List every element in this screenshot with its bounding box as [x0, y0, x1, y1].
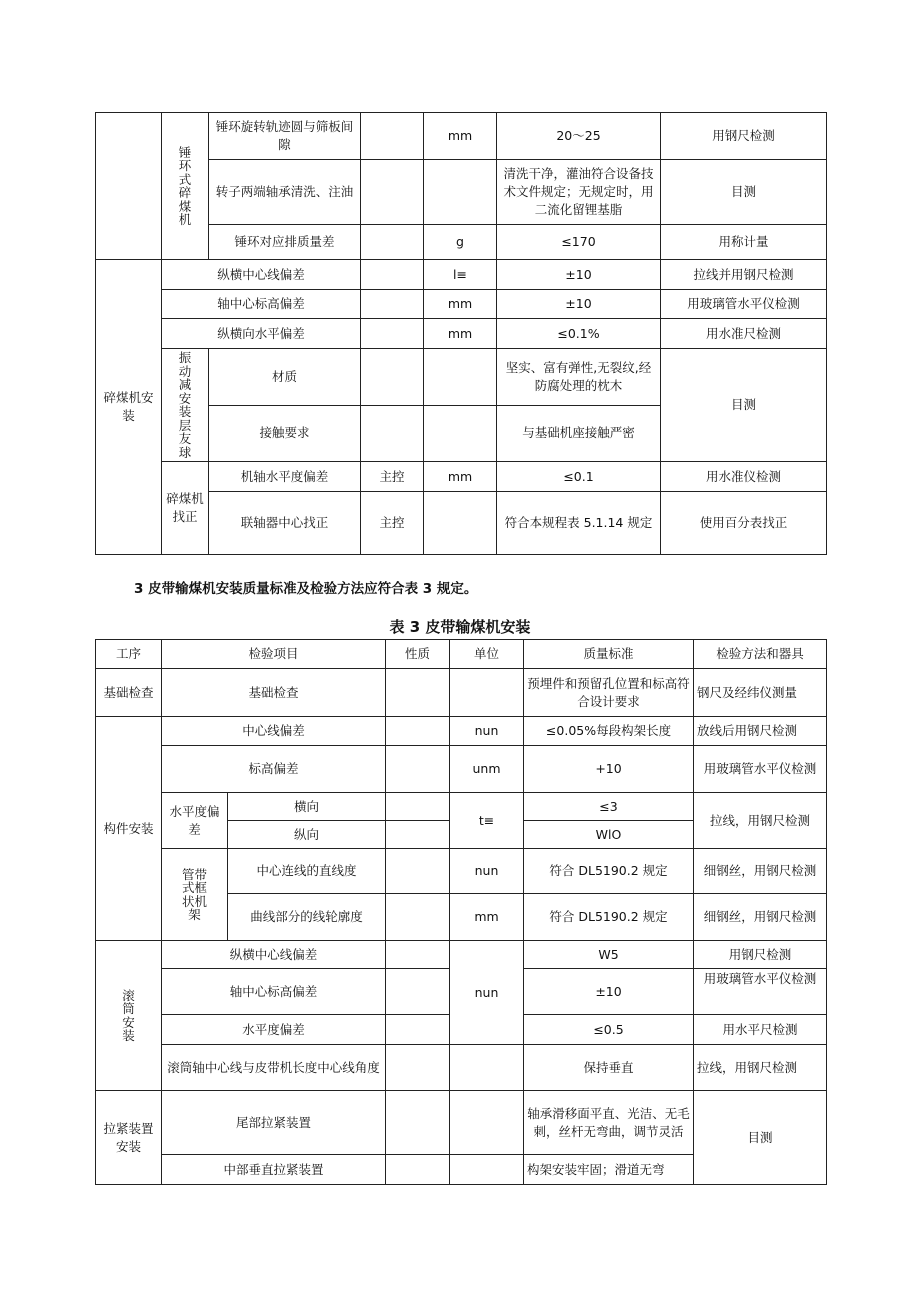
- section-paragraph: 3 皮带输煤机安装质量标准及检验方法应符合表 3 规定。: [134, 581, 478, 597]
- group-label: 锤环式碎煤机: [178, 144, 192, 227]
- item-cell: 中心线偏差: [162, 717, 386, 746]
- item-cell: 材质: [209, 349, 361, 406]
- unit-cell: [424, 349, 497, 406]
- process-tension: 拉紧装置安装: [96, 1091, 162, 1185]
- table-row: [96, 349, 827, 406]
- standard-cell: 清洗干净，灌油符合设备技术文件规定；无规定时，用二流化留锂基脂: [497, 160, 661, 225]
- standard-cell: W5: [524, 941, 694, 969]
- table-caption: 表 3 皮带输煤机安装: [389, 618, 531, 636]
- unit-cell: nun: [450, 717, 524, 746]
- header-unit: 单位: [450, 640, 524, 669]
- nature-cell: [386, 1091, 450, 1155]
- standard-cell: 符合本规程表 5.1.14 规定: [497, 492, 661, 555]
- method-cell: 拉线，用钢尺检测: [694, 793, 827, 849]
- item-cell: 锤环旋转轨迹圆与筛板间隙: [209, 113, 361, 160]
- method-cell: 用玻璃管水平仪检测: [694, 969, 827, 1015]
- method-cell: 用玻璃管水平仪检测: [661, 290, 827, 319]
- standard-cell: 20～25: [497, 113, 661, 160]
- standard-cell: ≤0.1: [497, 462, 661, 492]
- table-row: [96, 113, 827, 160]
- method-cell: 使用百分表找正: [661, 492, 827, 555]
- table-row: [96, 746, 827, 793]
- item-cell: 滚筒轴中心线与皮带机长度中心线角度: [162, 1045, 386, 1091]
- item-cell: 标高偏差: [162, 746, 386, 793]
- unit-cell: mm: [450, 894, 524, 941]
- process-foundation: 基础检查: [96, 669, 162, 717]
- item-cell: 轴中心标高偏差: [162, 969, 386, 1015]
- method-cell: 目测: [694, 1091, 827, 1185]
- table-row: [96, 849, 827, 894]
- unit-cell: mm: [424, 113, 497, 160]
- table-row: [96, 462, 827, 492]
- standard-cell: 符合 DL5190.2 规定: [524, 894, 694, 941]
- item-cell: 基础检查: [162, 669, 386, 717]
- item-cell: 联轴器中心找正: [209, 492, 361, 555]
- method-cell: 用钢尺检测: [661, 113, 827, 160]
- nature-cell: [361, 405, 424, 462]
- table-cell-empty: [96, 113, 162, 260]
- standard-cell: ≤3: [524, 793, 694, 821]
- nature-cell: [386, 1155, 450, 1185]
- unit-cell: unm: [450, 746, 524, 793]
- method-cell: 用钢尺检测: [694, 941, 827, 969]
- hammer-crusher-group: [162, 113, 209, 260]
- item-cell: 轴中心标高偏差: [162, 290, 361, 319]
- standard-cell: 预埋件和预留孔位置和标高符合设计要求: [524, 669, 694, 717]
- standard-cell: 符合 DL5190.2 规定: [524, 849, 694, 894]
- nature-cell: [386, 746, 450, 793]
- item-cell: 尾部拉紧装置: [162, 1091, 386, 1155]
- frame-group: [162, 849, 228, 941]
- unit-cell: t≡: [450, 793, 524, 849]
- method-cell: 用水准尺检测: [661, 319, 827, 349]
- nature-cell: 主控: [361, 492, 424, 555]
- table-header-row: [96, 640, 827, 669]
- nature-cell: [386, 969, 450, 1015]
- nature-cell: [361, 160, 424, 225]
- standard-cell: 保持垂直: [524, 1045, 694, 1091]
- standard-cell: 与基础机座接触严密: [497, 405, 661, 462]
- nature-cell: [361, 319, 424, 349]
- group-label: 振动减安装层友球: [178, 350, 192, 460]
- table-crusher-installation: [95, 112, 827, 555]
- nature-cell: [386, 941, 450, 969]
- standard-cell: +10: [524, 746, 694, 793]
- item-cell: 锤环对应排质量差: [209, 225, 361, 260]
- header-item: 检验项目: [162, 640, 386, 669]
- header-nature: 性质: [386, 640, 450, 669]
- table-belt-conveyor-installation: [95, 639, 827, 1185]
- unit-cell: [450, 1091, 524, 1155]
- unit-cell: g: [424, 225, 497, 260]
- nature-cell: [386, 821, 450, 849]
- nature-cell: [361, 260, 424, 290]
- standard-cell: 轴承滑移面平直、光洁、无毛刺，丝杆无弯曲，调节灵活: [524, 1091, 694, 1155]
- unit-cell: mm: [424, 462, 497, 492]
- table-row: [96, 1091, 827, 1155]
- unit-cell: [424, 492, 497, 555]
- table-row: [96, 260, 827, 290]
- table-row: [96, 669, 827, 717]
- item-cell: 纵向: [228, 821, 386, 849]
- item-cell: 纵横向水平偏差: [162, 319, 361, 349]
- standard-cell: ≤0.05%每段构架长度: [524, 717, 694, 746]
- nature-cell: [361, 225, 424, 260]
- nature-cell: [386, 894, 450, 941]
- method-cell: 目测: [661, 160, 827, 225]
- header-process: 工序: [96, 640, 162, 669]
- crusher-install-group: 碎煤机安装: [96, 260, 162, 555]
- item-cell: 中部垂直拉紧装置: [162, 1155, 386, 1185]
- header-standard: 质量标准: [524, 640, 694, 669]
- method-cell: 细钢丝，用钢尺检测: [694, 894, 827, 941]
- nature-cell: [386, 793, 450, 821]
- item-cell: 纵横中心线偏差: [162, 260, 361, 290]
- header-method: 检验方法和器具: [694, 640, 827, 669]
- method-cell: 钢尺及经纬仪测量: [694, 669, 827, 717]
- unit-cell: [450, 1155, 524, 1185]
- nature-cell: [361, 113, 424, 160]
- group-label: 管带式框状机架: [181, 866, 207, 922]
- unit-cell: nun: [450, 849, 524, 894]
- standard-cell: 坚实、富有弹性,无裂纹,经防腐处理的枕木: [497, 349, 661, 406]
- unit-cell: [424, 405, 497, 462]
- nature-cell: [386, 717, 450, 746]
- method-cell: 细钢丝，用钢尺检测: [694, 849, 827, 894]
- process-component: 构件安装: [96, 717, 162, 941]
- table-row: [96, 941, 827, 969]
- unit-cell: [450, 1045, 524, 1091]
- method-cell: 用称计量: [661, 225, 827, 260]
- item-cell: 中心连线的直线度: [228, 849, 386, 894]
- standard-cell: ±10: [524, 969, 694, 1015]
- alignment-group: 碎煤机找正: [162, 462, 209, 555]
- unit-cell: mm: [424, 290, 497, 319]
- method-cell: 拉线，用钢尺检测: [694, 1045, 827, 1091]
- item-cell: 曲线部分的线轮廓度: [228, 894, 386, 941]
- method-cell: 用水准仪检测: [661, 462, 827, 492]
- table-row: [96, 319, 827, 349]
- table-row: [96, 717, 827, 746]
- standard-cell: 构架安装牢固；滑道无弯: [524, 1155, 694, 1185]
- unit-cell: l≡: [424, 260, 497, 290]
- method-cell: 放线后用钢尺检测: [694, 717, 827, 746]
- vibration-group: [162, 349, 209, 462]
- standard-cell: ≤0.5: [524, 1015, 694, 1045]
- item-cell: 接触要求: [209, 405, 361, 462]
- nature-cell: 主控: [361, 462, 424, 492]
- table-row: [96, 793, 827, 821]
- method-cell: 用玻璃管水平仪检测: [694, 746, 827, 793]
- unit-cell: mm: [424, 319, 497, 349]
- nature-cell: [386, 1015, 450, 1045]
- unit-cell: [424, 160, 497, 225]
- nature-cell: [361, 349, 424, 406]
- method-cell: 拉线并用钢尺检测: [661, 260, 827, 290]
- standard-cell: ±10: [497, 260, 661, 290]
- item-cell: 横向: [228, 793, 386, 821]
- nature-cell: [361, 290, 424, 319]
- standard-cell: WlO: [524, 821, 694, 849]
- level-group: 水平度偏差: [162, 793, 228, 849]
- method-cell: 目测: [661, 349, 827, 462]
- item-cell: 转子两端轴承清洗、注油: [209, 160, 361, 225]
- item-cell: 水平度偏差: [162, 1015, 386, 1045]
- item-cell: 纵横中心线偏差: [162, 941, 386, 969]
- group-label: 滚筒安装: [122, 987, 135, 1043]
- nature-cell: [386, 669, 450, 717]
- nature-cell: [386, 1045, 450, 1091]
- standard-cell: ≤0.1%: [497, 319, 661, 349]
- unit-cell: nun: [450, 941, 524, 1045]
- unit-cell: [450, 669, 524, 717]
- method-cell: 用水平尺检测: [694, 1015, 827, 1045]
- standard-cell: ±10: [497, 290, 661, 319]
- process-drum: [96, 941, 162, 1091]
- table-row: [96, 1045, 827, 1091]
- table-row: [96, 290, 827, 319]
- item-cell: 机轴水平度偏差: [209, 462, 361, 492]
- nature-cell: [386, 849, 450, 894]
- standard-cell: ≤170: [497, 225, 661, 260]
